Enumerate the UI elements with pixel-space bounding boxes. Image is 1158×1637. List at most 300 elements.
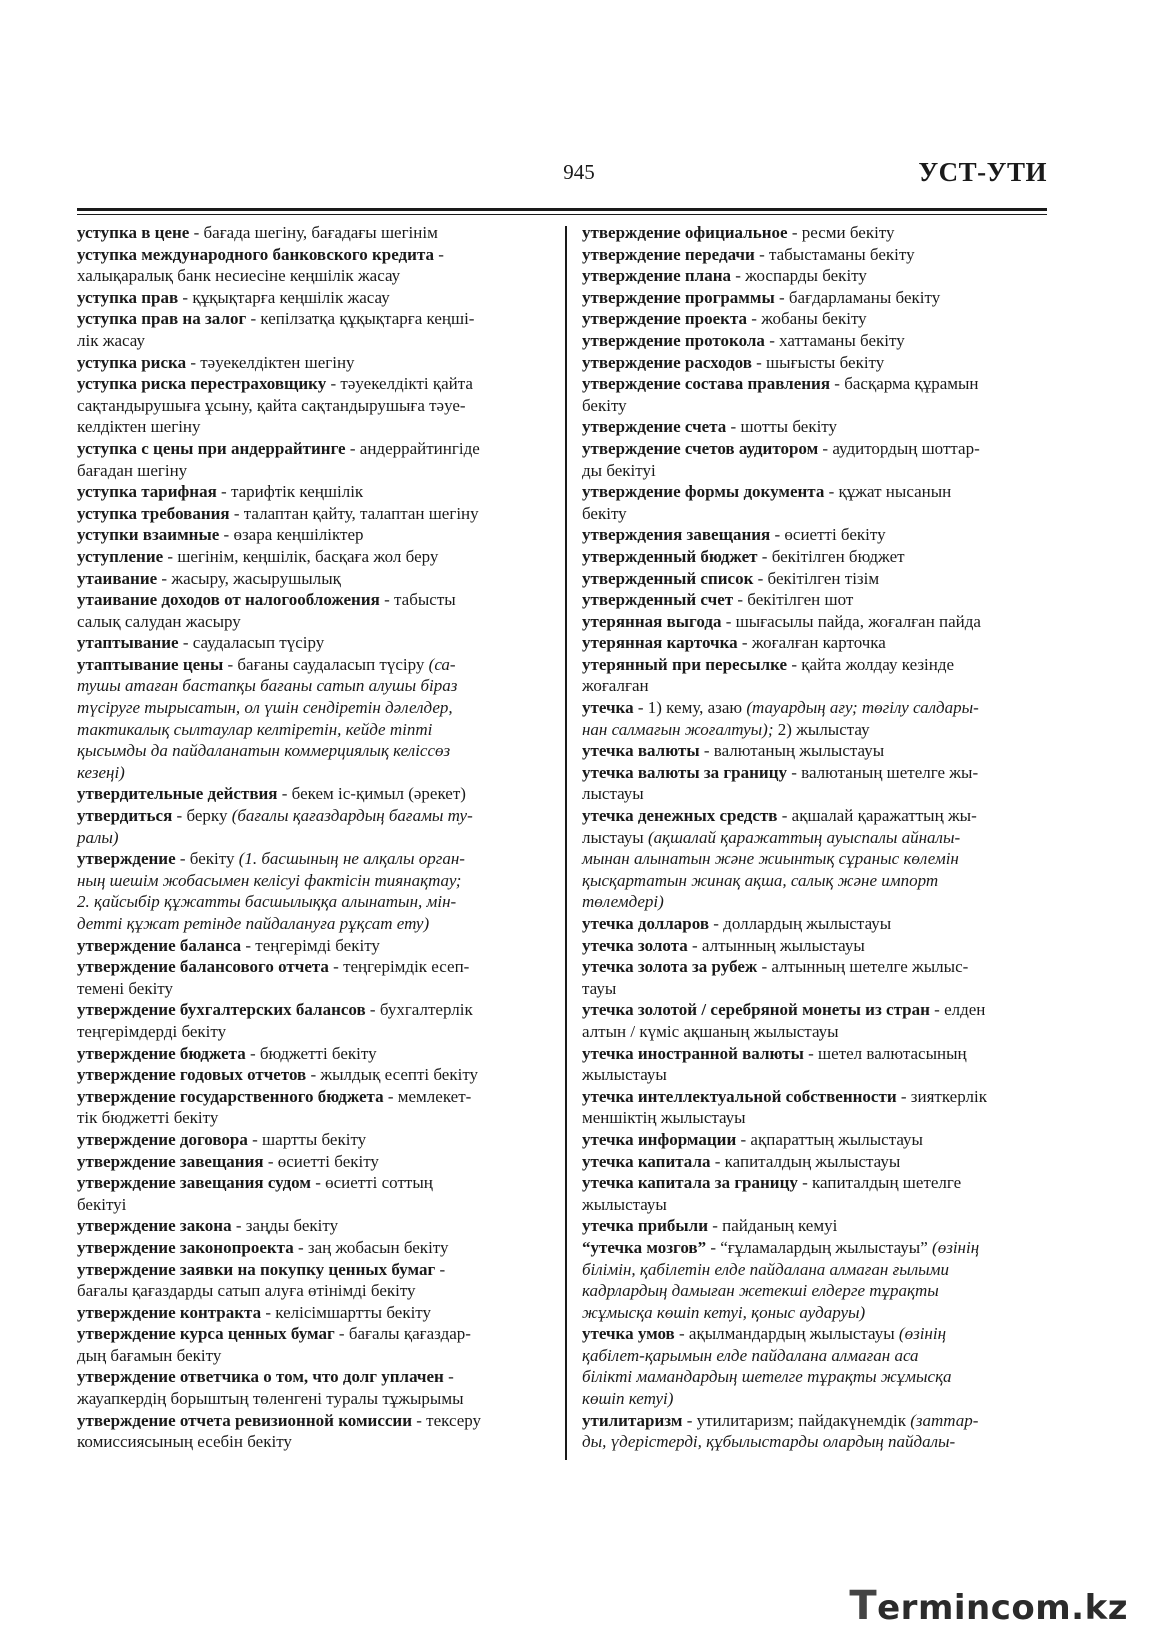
dictionary-entry bbox=[77, 805, 546, 848]
entry-definition: - утилитаризм; пайдакүнемдік bbox=[682, 1410, 911, 1430]
entry-definition: - шығасылы пайда, жоғалған пайда bbox=[721, 611, 981, 631]
entry-line bbox=[77, 1323, 546, 1345]
dictionary-entry bbox=[77, 1302, 546, 1324]
entry-definition: - құқықтарға кеңшілік жасау bbox=[178, 287, 390, 307]
entry-term: утверждение балансового отчета bbox=[77, 957, 329, 977]
entry-line bbox=[582, 589, 1050, 611]
entry-note: нан салмағын жоғалтуы); bbox=[582, 719, 778, 739]
entry-term: утверждение контракта bbox=[77, 1302, 262, 1322]
entry-line bbox=[582, 740, 1050, 762]
entry-definition: - басқарма құрамын bbox=[830, 374, 979, 394]
entry-definition: жылыстауы bbox=[582, 1065, 667, 1085]
entry-definition: - саудаласып түсіру bbox=[178, 633, 325, 653]
entry-line bbox=[77, 438, 546, 460]
entry-line bbox=[582, 1302, 1050, 1324]
entry-term: утверждение передачи bbox=[582, 244, 755, 264]
entry-term: утечка интеллектуальной собственности bbox=[582, 1086, 897, 1106]
entry-line bbox=[582, 1043, 1050, 1065]
dictionary-entry bbox=[77, 222, 546, 244]
entry-term: утвержденный список bbox=[582, 568, 754, 588]
entry-line bbox=[582, 891, 1050, 913]
entry-line bbox=[582, 1021, 1050, 1043]
entry-definition: - талаптан қайту, талаптан шегіну bbox=[229, 503, 479, 523]
header-rule-thin bbox=[77, 214, 1047, 215]
entry-line bbox=[582, 611, 1050, 633]
entry-note: көшіп кетуі) bbox=[582, 1389, 674, 1409]
entry-term: утверждение ответчика о том, что долг уплачен bbox=[77, 1367, 444, 1387]
column-divider bbox=[565, 226, 567, 1460]
entry-term: уступка прав bbox=[77, 287, 179, 307]
dictionary-entry bbox=[77, 1366, 546, 1409]
entry-definition: - тәуекелдікті қайта bbox=[326, 374, 473, 394]
entry-term: утверждение завещания судом bbox=[77, 1173, 311, 1193]
dictionary-entry bbox=[582, 222, 1050, 244]
entry-line bbox=[77, 1280, 546, 1302]
entry-definition: - хаттаманы бекіту bbox=[764, 330, 905, 350]
entry-line bbox=[77, 719, 546, 741]
entry-term: утверждение баланса bbox=[77, 935, 242, 955]
entry-term: утечка долларов bbox=[582, 914, 710, 933]
entry-definition: жылыстауы bbox=[582, 1194, 667, 1214]
entry-note: (тауардың ағу; төгілу салдары- bbox=[746, 698, 979, 718]
entry-definition: - жобаны бекіту bbox=[747, 309, 867, 329]
dictionary-entry bbox=[582, 805, 1050, 913]
entry-definition: - бекіту bbox=[175, 849, 239, 869]
dictionary-entry bbox=[582, 1086, 1050, 1129]
dictionary-entry bbox=[582, 1129, 1050, 1151]
entry-definition: бекітуі bbox=[77, 1194, 127, 1214]
entry-line bbox=[582, 719, 1050, 741]
entry-line bbox=[77, 589, 546, 611]
entry-definition: дың бағамын бекіту bbox=[77, 1345, 222, 1365]
entry-term: утаптывание цены bbox=[77, 654, 224, 674]
entry-term: “утечка мозгов” bbox=[582, 1237, 707, 1257]
dictionary-entry bbox=[582, 1172, 1050, 1215]
entry-line bbox=[582, 848, 1050, 870]
entry-line bbox=[77, 1302, 546, 1324]
entry-line bbox=[77, 827, 546, 849]
entry-definition: - бағада шегіну, бағадағы шегінім bbox=[189, 223, 438, 242]
entry-term: утаивание bbox=[77, 568, 158, 588]
entry-line bbox=[77, 1107, 546, 1129]
dictionary-entry bbox=[582, 568, 1050, 590]
entry-term: утверждение договора bbox=[77, 1129, 248, 1149]
entry-definition: - бекітілген шот bbox=[733, 590, 854, 610]
dictionary-entry bbox=[582, 416, 1050, 438]
dictionary-entry bbox=[582, 308, 1050, 330]
entry-line bbox=[582, 827, 1050, 849]
entry-line bbox=[582, 1323, 1050, 1345]
entry-line bbox=[77, 1215, 546, 1237]
entry-line bbox=[77, 913, 546, 935]
entry-line bbox=[582, 1151, 1050, 1173]
dictionary-entry bbox=[582, 956, 1050, 999]
entry-term: уступка международного банковского кредита bbox=[77, 244, 434, 264]
entry-line bbox=[582, 1410, 1050, 1432]
entry-term: уступка с цены при андеррайтинге bbox=[77, 438, 346, 458]
entry-line bbox=[77, 1043, 546, 1065]
entry-line bbox=[582, 416, 1050, 438]
entry-note: ралы) bbox=[77, 827, 119, 847]
dictionary-entry bbox=[77, 308, 546, 351]
entry-line bbox=[582, 352, 1050, 374]
entry-line bbox=[77, 935, 546, 957]
entry-definition: - шегінім, кеңшілік, басқаға жол беру bbox=[163, 546, 439, 566]
entry-line bbox=[582, 675, 1050, 697]
entry-definition: келдіктен шегіну bbox=[77, 417, 201, 437]
entry-term: уступка риска bbox=[77, 352, 187, 372]
entry-term: утверждение законопроекта bbox=[77, 1237, 294, 1257]
entry-definition: - келісімшартты бекіту bbox=[261, 1302, 432, 1322]
dictionary-entry bbox=[582, 524, 1050, 546]
entry-term: утерянная выгода bbox=[582, 611, 722, 631]
dictionary-entry bbox=[77, 546, 546, 568]
entry-term: утверждение счетов аудитором bbox=[582, 438, 819, 458]
left-column bbox=[77, 222, 546, 1453]
entry-definition: - бағаны саудаласып түсіру bbox=[223, 654, 429, 674]
dictionary-entry bbox=[582, 265, 1050, 287]
entry-line bbox=[582, 546, 1050, 568]
entry-line bbox=[77, 783, 546, 805]
entry-line bbox=[582, 568, 1050, 590]
dictionary-entry bbox=[582, 1237, 1050, 1323]
entry-line bbox=[582, 481, 1050, 503]
entry-line bbox=[582, 395, 1050, 417]
dictionary-entry bbox=[77, 438, 546, 481]
entry-term: утечка золота bbox=[582, 935, 688, 955]
entry-term: утечка валюты за границу bbox=[582, 762, 787, 782]
dictionary-entry bbox=[582, 697, 1050, 740]
entry-line bbox=[77, 244, 546, 266]
dictionary-entry bbox=[582, 1151, 1050, 1173]
entry-note: кадрлардың дамыған жетекші елдерге тұрақты bbox=[582, 1281, 939, 1301]
entry-line bbox=[582, 697, 1050, 719]
entry-line bbox=[77, 1172, 546, 1194]
entry-line bbox=[77, 1151, 546, 1173]
entry-definition: - капиталдың шетелге bbox=[797, 1173, 962, 1193]
entry-term: утверждение отчета ревизионной комиссии bbox=[77, 1410, 412, 1430]
watermark-text: ermincom.kz bbox=[877, 1588, 1128, 1628]
entry-note: ды, үдерістерді, құбылыстарды олардың пайдалы- bbox=[582, 1432, 956, 1452]
dictionary-entry bbox=[582, 1410, 1050, 1453]
dictionary-entry bbox=[77, 1323, 546, 1366]
entry-term: уступка прав на залог bbox=[77, 309, 247, 329]
dictionary-entry bbox=[582, 1043, 1050, 1086]
entry-term: утечка капитала bbox=[582, 1151, 711, 1171]
entry-definition: - жоғалған карточка bbox=[737, 633, 886, 653]
entry-term: утечка информации bbox=[582, 1129, 737, 1149]
dictionary-entry bbox=[582, 244, 1050, 266]
entry-term: утечка прибыли bbox=[582, 1216, 708, 1236]
entry-term: утверждение протокола bbox=[582, 330, 765, 350]
entry-definition: - бюджетті бекіту bbox=[245, 1043, 377, 1063]
entry-term: утерянная карточка bbox=[582, 633, 738, 653]
dictionary-entry bbox=[582, 762, 1050, 805]
entry-line bbox=[582, 999, 1050, 1021]
entry-definition: - доллардың жылыстауы bbox=[709, 914, 892, 933]
entry-term: утверждение годовых отчетов bbox=[77, 1065, 307, 1085]
dictionary-entry bbox=[77, 848, 546, 934]
entry-note: ның шешім жобасымен келісуі фактісін тиянақтау; bbox=[77, 870, 462, 890]
dictionary-entry bbox=[77, 589, 546, 632]
entry-definition: - алтынның жылыстауы bbox=[687, 935, 865, 955]
dictionary-entry bbox=[582, 935, 1050, 957]
entry-definition: - “ғұламалардың жылыстауы” bbox=[706, 1237, 933, 1257]
entry-line bbox=[77, 978, 546, 1000]
entry-definition: - бағалы қағаздар- bbox=[334, 1324, 471, 1344]
header-rule-thick bbox=[77, 208, 1047, 211]
entry-line bbox=[77, 654, 546, 676]
entry-note: (өзінің bbox=[898, 1324, 947, 1344]
dictionary-entry bbox=[77, 352, 546, 374]
entry-line bbox=[77, 395, 546, 417]
entry-line bbox=[77, 308, 546, 330]
dictionary-entry bbox=[582, 1215, 1050, 1237]
entry-line bbox=[582, 1064, 1050, 1086]
entry-line bbox=[582, 438, 1050, 460]
entry-definition: - ресми бекіту bbox=[787, 223, 895, 242]
entry-term: утверждение bbox=[77, 849, 176, 869]
entry-line bbox=[77, 956, 546, 978]
watermark-initial: T bbox=[849, 1583, 878, 1629]
entry-definition: бекіту bbox=[582, 503, 627, 523]
right-column bbox=[582, 222, 1050, 1453]
entry-definition: - алтынның шетелге жылыс- bbox=[757, 957, 969, 977]
dictionary-entry bbox=[582, 352, 1050, 374]
entry-definition: - тәуекелдіктен шегіну bbox=[186, 352, 355, 372]
dictionary-entry bbox=[77, 654, 546, 784]
entry-note: (са- bbox=[428, 654, 456, 674]
entry-line bbox=[77, 1410, 546, 1432]
entry-note: 2. қайсыбір құжатты басшылыққа алынатын, мін- bbox=[77, 892, 457, 912]
entry-definition: - тарифтік кеңшілік bbox=[216, 482, 364, 502]
running-head: УСТ-УТИ bbox=[918, 157, 1047, 187]
entry-definition: тік бюджетті бекіту bbox=[77, 1108, 219, 1128]
dictionary-entry bbox=[77, 1151, 546, 1173]
entry-line bbox=[77, 330, 546, 352]
entry-definition: меншіктің жылыстауы bbox=[582, 1108, 746, 1128]
entry-definition: комиссиясының есебін бекіту bbox=[77, 1432, 292, 1452]
entry-term: утерянный при пересылке bbox=[582, 654, 788, 674]
entry-definition: 2) жылыстау bbox=[777, 719, 870, 739]
entry-term: уступка в цене bbox=[77, 223, 190, 242]
entry-definition: - мемлекет- bbox=[383, 1086, 472, 1106]
entry-definition: - bbox=[443, 1367, 454, 1387]
entry-line bbox=[582, 1259, 1050, 1281]
dictionary-entry bbox=[77, 524, 546, 546]
entry-note: (1. басшының не алқалы орган- bbox=[238, 849, 465, 869]
dictionary-entry bbox=[77, 1215, 546, 1237]
entry-term: утаивание доходов от налогообложения bbox=[77, 590, 380, 610]
entry-definition: тауы bbox=[582, 978, 617, 998]
entry-term: утечка денежных средств bbox=[582, 806, 778, 826]
entry-term: утечка иностранной валюты bbox=[582, 1043, 804, 1063]
entry-term: утечка валюты bbox=[582, 741, 700, 761]
entry-line bbox=[582, 1129, 1050, 1151]
entry-definition: халықаралық банк несиесіне кеңшілік жасау bbox=[77, 266, 401, 286]
dictionary-entry bbox=[582, 373, 1050, 416]
dictionary-entry bbox=[77, 783, 546, 805]
entry-definition: - ақылмандардың жылыстауы bbox=[674, 1324, 899, 1344]
dictionary-entry bbox=[77, 503, 546, 525]
dictionary-entry bbox=[77, 1410, 546, 1453]
dictionary-entry bbox=[582, 611, 1050, 633]
entry-line bbox=[582, 1107, 1050, 1129]
entry-line bbox=[77, 740, 546, 762]
entry-line bbox=[77, 805, 546, 827]
entry-definition: - валютаның жылыстауы bbox=[699, 741, 885, 761]
entry-line bbox=[77, 1129, 546, 1151]
entry-line bbox=[77, 999, 546, 1021]
entry-line bbox=[582, 762, 1050, 784]
dictionary-entry bbox=[77, 632, 546, 654]
entry-definition: бағадан шегіну bbox=[77, 460, 188, 480]
entry-line bbox=[582, 783, 1050, 805]
entry-note: түсіруге тырысатын, ол үшін сендіретін дәлелдер, bbox=[77, 698, 453, 718]
entry-line bbox=[582, 1215, 1050, 1237]
dictionary-entry bbox=[77, 1237, 546, 1259]
entry-line bbox=[77, 568, 546, 590]
entry-definition: - жылдық есепті бекіту bbox=[306, 1065, 479, 1085]
entry-term: утверждение программы bbox=[582, 287, 775, 307]
entry-definition: салық салудан жасыру bbox=[77, 611, 241, 631]
dictionary-entry bbox=[582, 481, 1050, 524]
entry-line bbox=[582, 978, 1050, 1000]
entry-term: утечка золота за рубеж bbox=[582, 957, 758, 977]
entry-definition: - шартты бекіту bbox=[247, 1129, 367, 1149]
entry-line bbox=[77, 762, 546, 784]
entry-line bbox=[582, 935, 1050, 957]
entry-term: утверждение заявки на покупку ценных бумаг bbox=[77, 1259, 436, 1279]
entry-line bbox=[582, 1237, 1050, 1259]
entry-term: утверждение государственного бюджета bbox=[77, 1086, 384, 1106]
entry-definition: - bbox=[435, 1259, 446, 1279]
entry-definition: сақтандырушыға ұсыну, қайта сақтандырушыға тәуе- bbox=[77, 395, 466, 415]
entry-definition: - жасыру, жасырушылық bbox=[157, 568, 341, 588]
entry-definition: - кепілзатқа құқықтарға кеңші- bbox=[246, 309, 475, 329]
dictionary-entry bbox=[582, 740, 1050, 762]
entry-line bbox=[582, 1366, 1050, 1388]
entry-term: уступка требования bbox=[77, 503, 230, 523]
entry-line bbox=[77, 1366, 546, 1388]
entry-term: утверждение плана bbox=[582, 266, 732, 286]
entry-line bbox=[582, 265, 1050, 287]
entry-definition: - ақпараттың жылыстауы bbox=[736, 1129, 923, 1149]
entry-term: уступление bbox=[77, 546, 164, 566]
entry-line bbox=[582, 373, 1050, 395]
entry-line bbox=[77, 1237, 546, 1259]
entry-line bbox=[77, 611, 546, 633]
dictionary-entry bbox=[582, 589, 1050, 611]
dictionary-entry bbox=[77, 1129, 546, 1151]
entry-term: утверждение закона bbox=[77, 1216, 232, 1236]
entry-note: білікті мамандардың шетелге тұрақты жұмысқа bbox=[582, 1367, 952, 1387]
entry-definition: - бекітілген бюджет bbox=[757, 546, 905, 566]
entry-note: мынан алынатын және жиынтық сұраныс көлемін bbox=[582, 849, 959, 869]
entry-line bbox=[582, 287, 1050, 309]
entry-line bbox=[77, 416, 546, 438]
entry-definition: жауапкердің борыштың төленгені туралы тұжырымы bbox=[77, 1389, 464, 1409]
entry-line bbox=[582, 330, 1050, 352]
entry-definition: - аудитордың шоттар- bbox=[818, 438, 980, 458]
dictionary-entry bbox=[77, 1259, 546, 1302]
entry-line bbox=[77, 287, 546, 309]
entry-definition: - жоспарды бекіту bbox=[731, 266, 867, 286]
entry-line bbox=[77, 503, 546, 525]
entry-line bbox=[77, 1064, 546, 1086]
entry-term: утверждения завещания bbox=[582, 525, 771, 545]
dictionary-entry bbox=[77, 1086, 546, 1129]
entry-term: утверждение расходов bbox=[582, 352, 752, 372]
dictionary-entry bbox=[77, 1172, 546, 1215]
entry-note: қысқартатын жинақ ақша, салық және импорт bbox=[582, 870, 939, 890]
dictionary-entry bbox=[582, 438, 1050, 481]
entry-term: утечка золотой / серебряной монеты из стран bbox=[582, 1000, 930, 1020]
entry-definition: бекіту bbox=[582, 395, 627, 415]
entry-term: уступки взаимные bbox=[77, 525, 220, 545]
entry-term: утверждение бухгалтерских балансов bbox=[77, 1000, 366, 1020]
entry-line bbox=[77, 1259, 546, 1281]
entry-definition: - шотты бекіту bbox=[726, 417, 838, 437]
entry-definition: - 1) кему, азаю bbox=[633, 698, 747, 718]
entry-definition: - bbox=[434, 244, 444, 264]
entry-term: утечка умов bbox=[582, 1324, 675, 1344]
entry-line bbox=[77, 460, 546, 482]
entry-definition: - бекітілген тізім bbox=[753, 568, 880, 588]
entry-definition: лыстауы bbox=[582, 784, 644, 804]
entry-definition: - құжат нысанын bbox=[824, 482, 952, 502]
entry-line bbox=[77, 373, 546, 395]
entry-line bbox=[77, 352, 546, 374]
entry-term: утверждение завещания bbox=[77, 1151, 264, 1171]
entry-definition: - пайданың кемуі bbox=[708, 1216, 838, 1236]
entry-note: детті құжат ретінде пайдалануға рұқсат ету) bbox=[77, 914, 430, 933]
entry-note: тактикалық сылтаулар келтіретін, кейде тіпті bbox=[77, 719, 433, 739]
entry-definition: ды бекітуі bbox=[582, 460, 656, 480]
dictionary-entry bbox=[582, 287, 1050, 309]
entry-line bbox=[582, 1388, 1050, 1410]
entry-term: утверждение курса ценных бумаг bbox=[77, 1324, 335, 1344]
entry-line bbox=[77, 1086, 546, 1108]
entry-term: уступка риска перестраховщику bbox=[77, 374, 327, 394]
entry-line bbox=[582, 1172, 1050, 1194]
entry-line bbox=[77, 848, 546, 870]
dictionary-entry bbox=[77, 244, 546, 287]
dictionary-entry bbox=[77, 1043, 546, 1065]
dictionary-entry bbox=[582, 913, 1050, 935]
entry-definition: темені бекіту bbox=[77, 978, 174, 998]
entry-definition: - ақшалай қаражаттың жы- bbox=[777, 806, 977, 826]
entry-line bbox=[77, 697, 546, 719]
entry-note: (ақшалай қаражаттың ауыспалы айналы- bbox=[647, 827, 961, 847]
entry-line bbox=[77, 891, 546, 913]
entry-line bbox=[77, 675, 546, 697]
entry-line bbox=[582, 956, 1050, 978]
entry-note: тушы атаған бастапқы бағаны сатып алушы біраз bbox=[77, 676, 458, 696]
entry-line bbox=[582, 1194, 1050, 1216]
entry-line bbox=[582, 308, 1050, 330]
entry-line bbox=[582, 1431, 1050, 1453]
entry-line bbox=[582, 1280, 1050, 1302]
entry-definition: - өсиетті бекіту bbox=[770, 525, 886, 545]
entry-line bbox=[582, 503, 1050, 525]
entry-definition: - шығысты бекіту bbox=[751, 352, 885, 372]
entry-line bbox=[77, 524, 546, 546]
entry-line bbox=[77, 265, 546, 287]
entry-term: утверждение проекта bbox=[582, 309, 748, 329]
entry-term: утаптывание bbox=[77, 633, 179, 653]
entry-line bbox=[582, 654, 1050, 676]
